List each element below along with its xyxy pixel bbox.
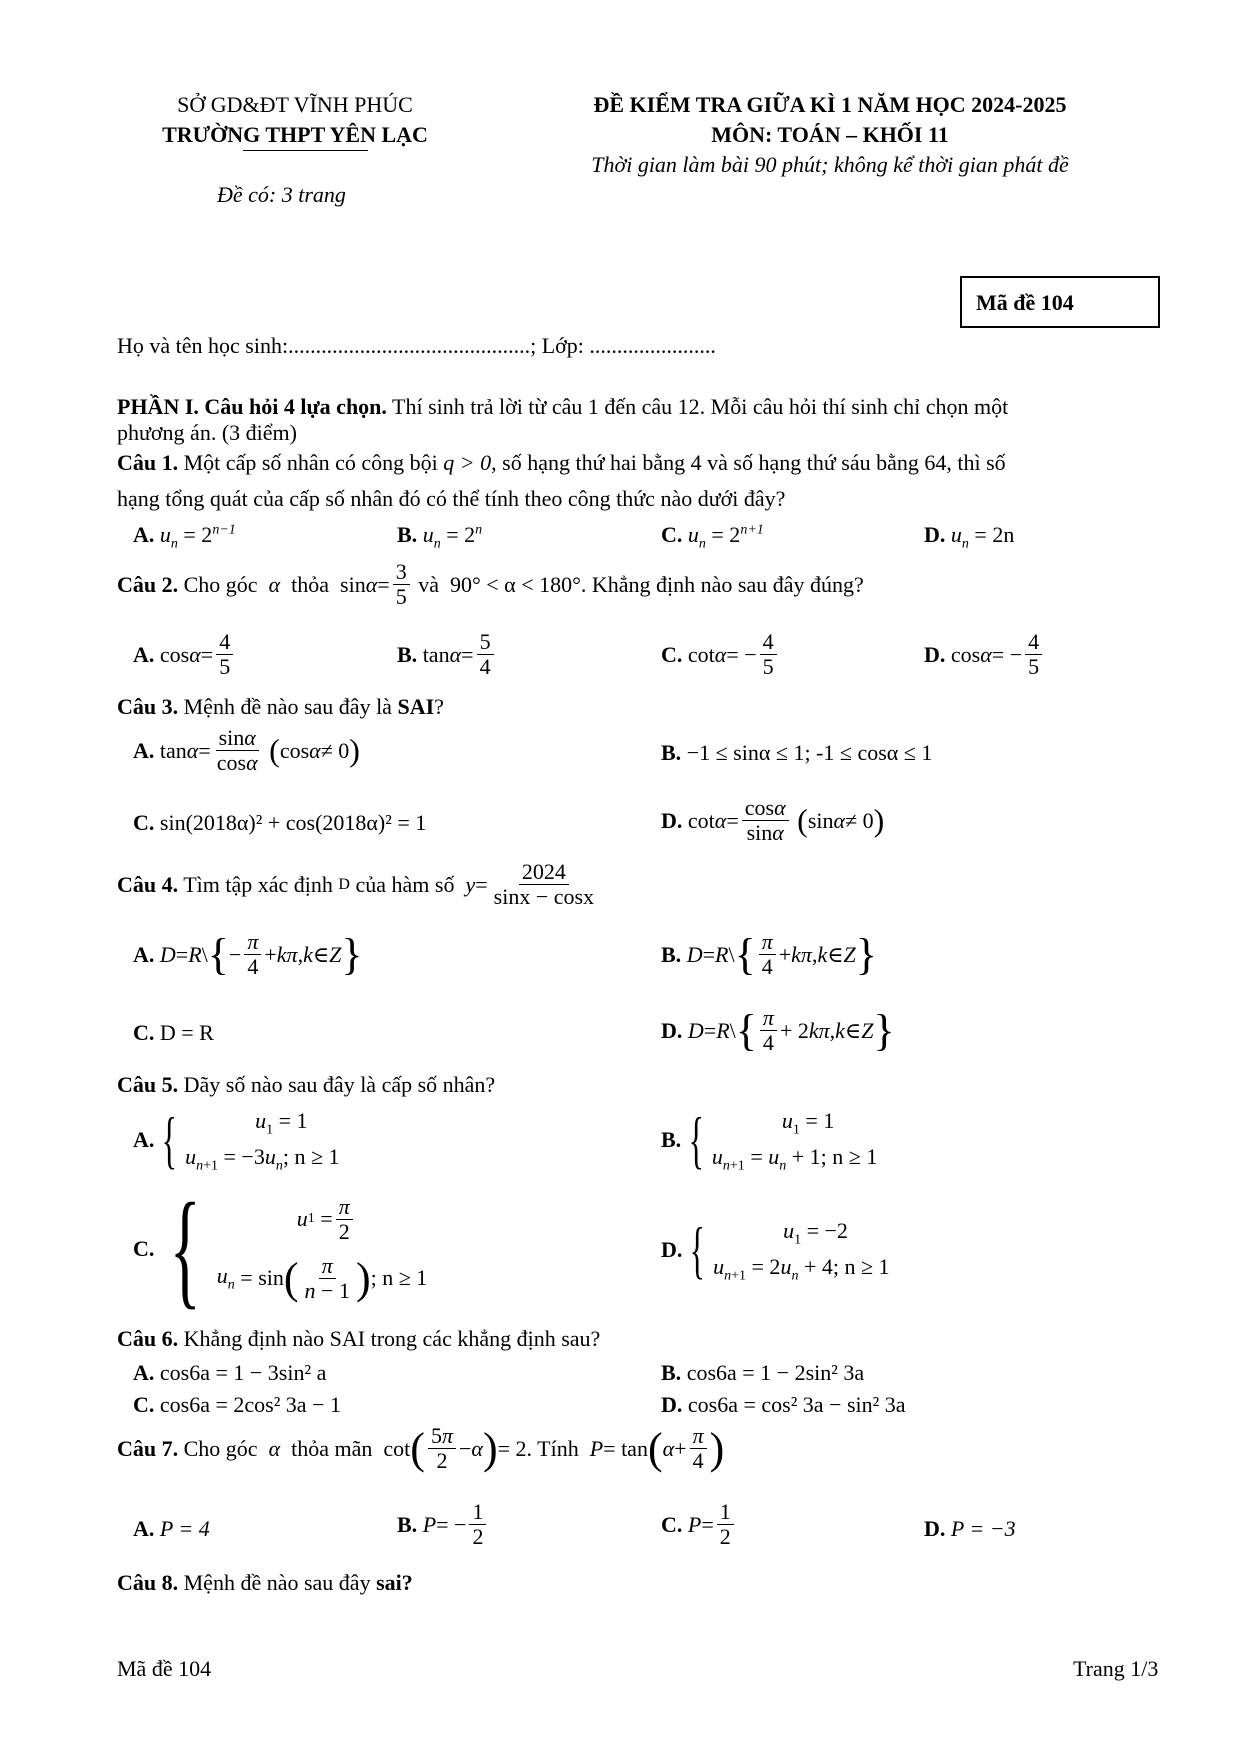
question-5: Câu 5. Dãy số nào sau đây là cấp số nhân? — [117, 1072, 496, 1097]
question-7: Câu 7. Cho góc α thỏa mãn cot ( $\frac{5\pi}{2}$ − α ) = 2 . Tính P = tan ( α + $\frac{\pi}{4}$ ) — [117, 1423, 725, 1474]
q2-option-d[interactable]: D. cos α = − $\frac{4}{5}$ — [924, 630, 1045, 679]
school-underline — [243, 150, 368, 151]
q7-option-b[interactable]: B. P = − $\frac{1}{2}$ — [397, 1500, 489, 1549]
q1-label: Câu 1. — [117, 450, 179, 475]
q4-option-a[interactable]: A. D = R \ { − $\frac{\pi}{4}$ + kπ , k ∈ Z } — [133, 929, 363, 980]
question-6: Câu 6. Khẳng định nào SAI trong các khẳng định sau? — [117, 1326, 601, 1351]
q2-option-a[interactable]: A. cos α = $\frac{4}{5}$ — [133, 630, 236, 679]
question-8: Câu 8. Mệnh đề nào sau đây sai? — [117, 1570, 413, 1595]
exam-code-box — [960, 276, 1160, 328]
q6-option-b[interactable]: B. cos6a = 1 − 2sin² 3a — [661, 1360, 865, 1385]
footer-exam-code: Mã đề 104 — [117, 1656, 212, 1681]
department-name: SỞ GD&ĐT VĨNH PHÚC — [177, 92, 413, 117]
part1-heading-text2: . Mỗi câu hỏi thí sinh chỉ chọn một — [699, 394, 1009, 419]
exam-subject: MÔN: TOÁN – KHỐI 11 — [711, 122, 949, 147]
q6-option-c[interactable]: C. cos6a = 2cos² 3a − 1 — [133, 1392, 341, 1417]
q7-option-c[interactable]: C. P = $\frac{1}{2}$ — [661, 1500, 737, 1549]
q5-option-d[interactable]: D. { $u_1 = -2$ $u_{n+1} = 2u_n + 4$; n ≥ 1 — [661, 1214, 890, 1286]
q1-text-b: , số hạng thứ hai bằng 4 và số hạng thứ sáu bằng 64, thì số — [491, 450, 1006, 475]
q5-option-c[interactable]: C. { u 1 = $\frac{\pi}{2}$ $u_n$ = sin ( $\frac{\pi}{n - 1}$ ) ; n ≥ 1 — [133, 1177, 428, 1321]
q7-option-d[interactable]: D. P = −3 — [924, 1516, 1016, 1541]
q3-option-a[interactable]: A. tan α = $\frac{\sin\alpha}{\cos\alpha}$ ( cos α ≠ 0 ) — [133, 725, 360, 776]
q1-condition: q > 0 — [443, 450, 492, 475]
q1-option-b[interactable]: B. $u_n = 2^n$ — [397, 522, 483, 552]
question-4: Câu 4. Tìm tập xác định D của hàm số y = $\frac{2024}{\sin x - \cos x}$ — [117, 859, 595, 910]
q1-line2: hạng tổng quát của cấp số nhân đó có thể tính theo công thức nào dưới đây? — [117, 486, 786, 511]
question-2: Câu 2. Cho góc α thỏa sin α = $\frac{3}{5}$ và 90° < α < 180° . Khẳng định nào sau đây đúng? — [117, 559, 864, 610]
q1-option-d[interactable]: D. $u_n = 2n$ — [924, 522, 1015, 552]
q5-option-a[interactable]: A. { $u_1 = 1$ $u_{n+1} = -3u_n$; n ≥ 1 — [133, 1104, 340, 1176]
q6-option-d[interactable]: D. cos6a = cos² 3a − sin² 3a — [661, 1392, 906, 1417]
footer-page-number: Trang 1/3 — [1073, 1656, 1159, 1681]
question-1 — [117, 450, 1006, 476]
q2-range: 90° < α < 180° — [449, 571, 581, 597]
q3-option-c[interactable]: C. sin(2018α)² + cos(2018α)² = 1 — [133, 810, 427, 835]
q2-option-b[interactable]: B. tan α = $\frac{5}{4}$ — [397, 630, 497, 679]
question-3: Câu 3. Mệnh đề nào sau đây là SAI? — [117, 694, 444, 719]
student-info-line: Họ và tên học sinh:............................................; Lớp: ....................... — [117, 333, 716, 358]
exam-title: ĐỀ KIỂM TRA GIỮA KÌ 1 NĂM HỌC 2024-2025 — [593, 92, 1067, 117]
q5-option-b[interactable]: B. { $u_1 = 1$ $u_{n+1} = u_n + 1$; n ≥ 1 — [661, 1104, 878, 1176]
q3-sai: SAI — [397, 694, 435, 719]
part1-heading-line2: phương án. (3 điểm) — [117, 420, 297, 445]
q6-option-a[interactable]: A. cos6a = 1 − 3sin² a — [133, 1360, 327, 1385]
q4-option-d[interactable]: D. D = R \ { $\frac{\pi}{4}$ + 2 kπ , k ∈ Z } — [661, 1005, 895, 1056]
part1-heading-bold: PHẦN I. Câu hỏi 4 lựa chọn. — [117, 394, 387, 419]
school-name: TRƯỜNG THPT YÊN LẠC — [162, 122, 428, 147]
q4-option-b[interactable]: B. D = R \ { $\frac{\pi}{4}$ + kπ , k ∈ Z } — [661, 929, 877, 980]
q2-option-c[interactable]: C. cot α = − $\frac{4}{5}$ — [661, 630, 780, 679]
part1-heading — [117, 394, 1008, 420]
part1-heading-text1: Thí sinh trả lời từ câu 1 đến câu 12 — [386, 394, 700, 419]
q7-option-a[interactable]: A. P = 4 — [133, 1516, 210, 1541]
pages-note: Đề có: 3 trang — [217, 182, 346, 207]
q4-domain-symbol: D — [338, 875, 350, 893]
q1-option-c[interactable]: C. $u_n = 2^{n+1}$ — [661, 522, 764, 552]
q3-option-d[interactable]: D. cot α = $\frac{\cos\alpha}{\sin\alpha}$ ( sin α ≠ 0 ) — [661, 795, 885, 846]
q1-option-a[interactable]: A. $u_n = 2^{n-1}$ — [133, 522, 236, 552]
exam-code: Mã đề 104 — [976, 290, 1074, 315]
q1-text-a: Một cấp số nhân có công bội — [178, 450, 444, 475]
q4-option-c[interactable]: C. D = R — [133, 1020, 214, 1045]
q3-option-b[interactable]: B. −1 ≤ sinα ≤ 1; -1 ≤ cosα ≤ 1 — [661, 740, 933, 765]
time-note: Thời gian làm bài 90 phút; không kể thời gian phát đề — [591, 152, 1069, 177]
